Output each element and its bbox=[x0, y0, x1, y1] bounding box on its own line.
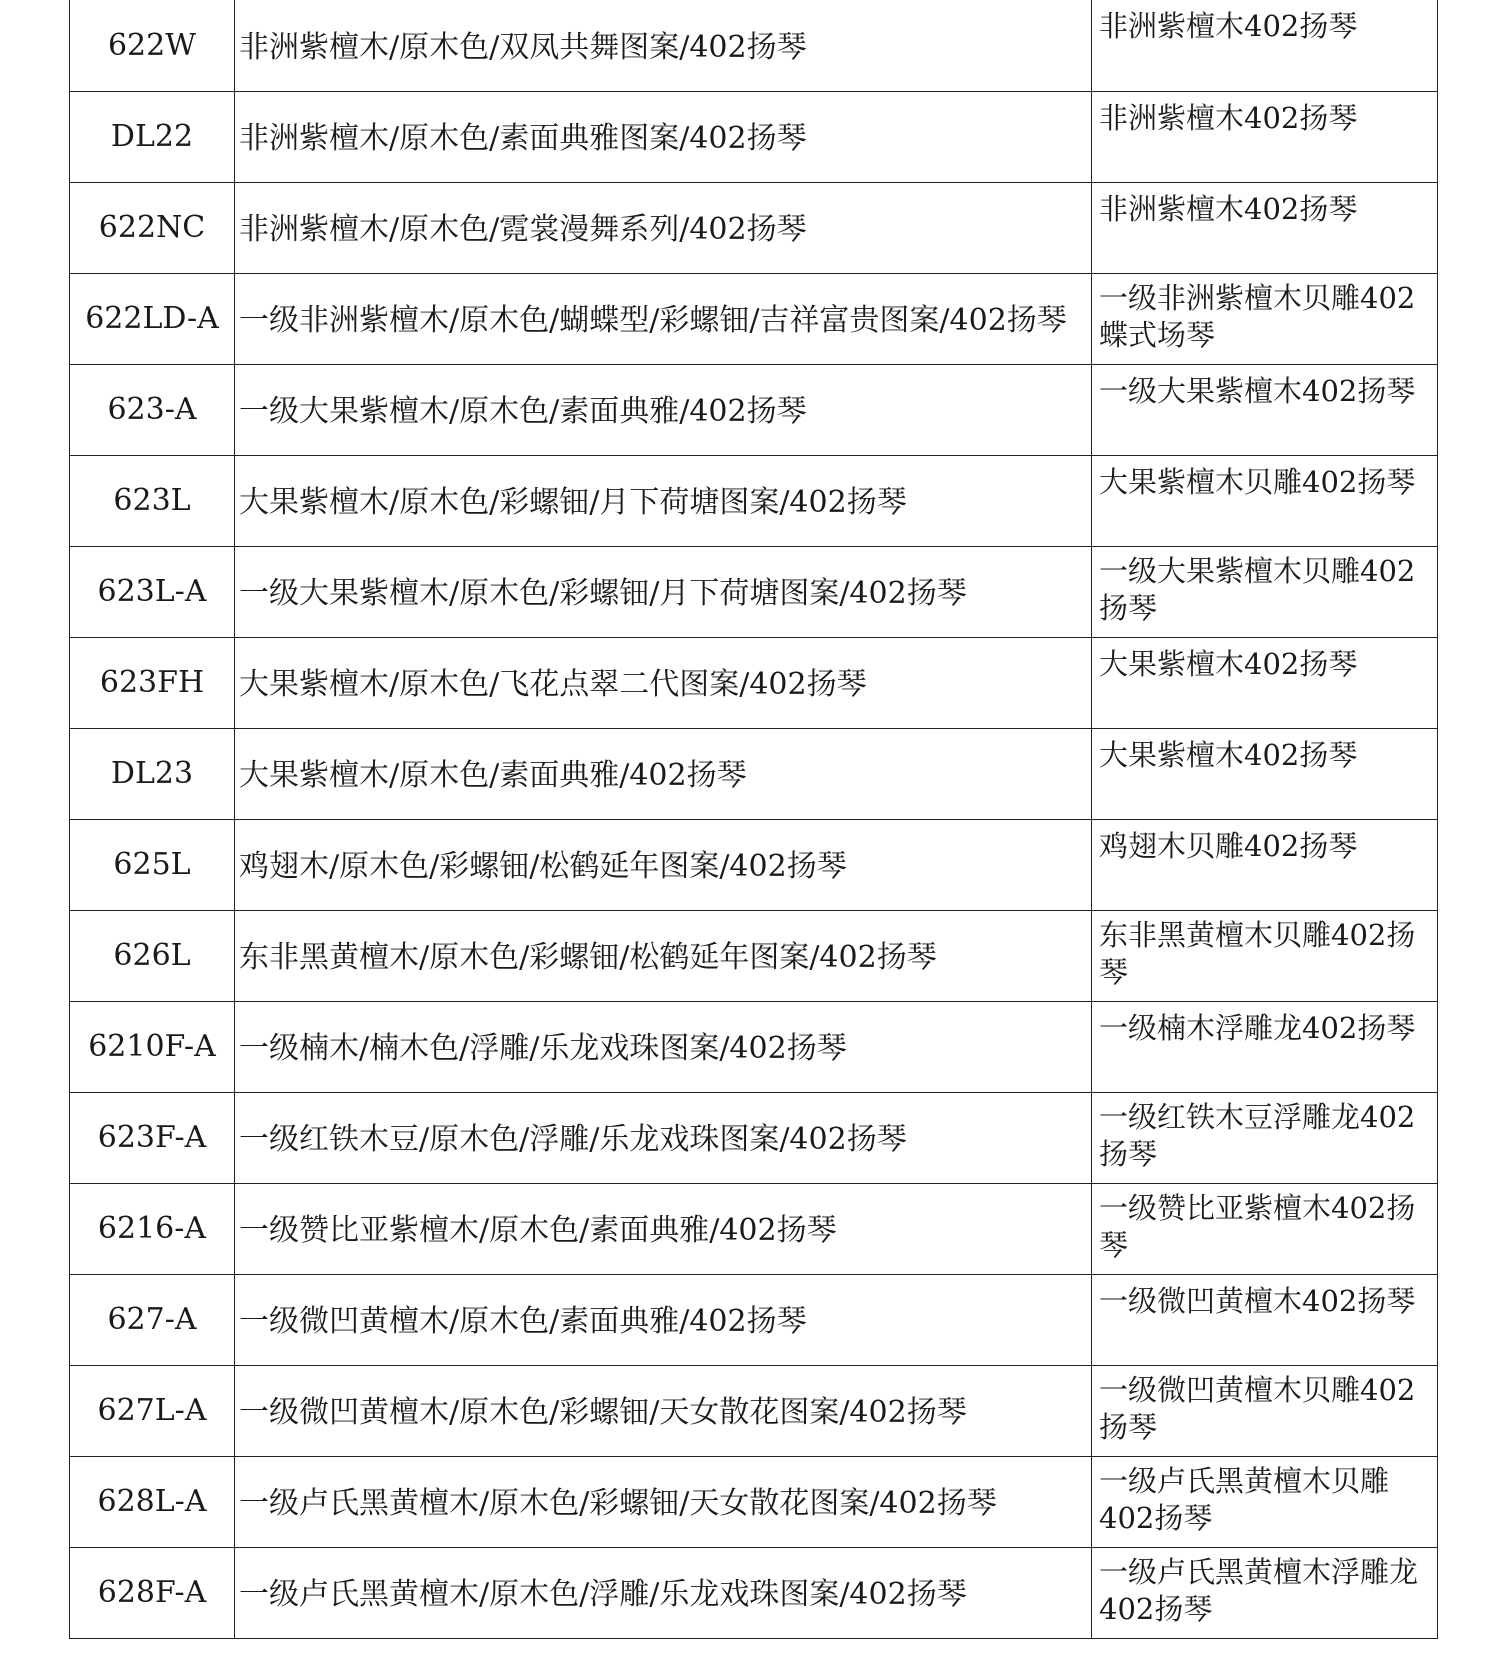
model-cell: 623-A bbox=[70, 364, 235, 455]
table-row bbox=[70, 819, 1438, 910]
table-row bbox=[70, 182, 1438, 273]
model-cell: 622LD-A bbox=[70, 273, 235, 364]
description-cell: 一级红铁木豆/原木色/浮雕/乐龙戏珠图案/402扬琴 bbox=[235, 1092, 1092, 1183]
product-name-cell: 大果紫檀木402扬琴 bbox=[1092, 728, 1438, 819]
model-cell: 626L bbox=[70, 910, 235, 1001]
description-cell: 非洲紫檀木/原木色/素面典雅图案/402扬琴 bbox=[235, 91, 1092, 182]
table-row bbox=[70, 1547, 1438, 1638]
model-cell: 622W bbox=[70, 0, 235, 91]
table-row bbox=[70, 1456, 1438, 1547]
description-cell: 一级非洲紫檀木/原木色/蝴蝶型/彩螺钿/吉祥富贵图案/402扬琴 bbox=[235, 273, 1092, 364]
model-cell: DL22 bbox=[70, 91, 235, 182]
product-name-cell: 大果紫檀木贝雕402扬琴 bbox=[1092, 455, 1438, 546]
description-cell: 一级赞比亚紫檀木/原木色/素面典雅/402扬琴 bbox=[235, 1183, 1092, 1274]
product-name-cell: 一级卢氏黑黄檀木贝雕402扬琴 bbox=[1092, 1456, 1438, 1547]
product-name-cell: 一级微凹黄檀木402扬琴 bbox=[1092, 1274, 1438, 1365]
model-cell: 628F-A bbox=[70, 1547, 235, 1638]
product-name-cell: 非洲紫檀木402扬琴 bbox=[1092, 0, 1438, 91]
model-cell: 623L-A bbox=[70, 546, 235, 637]
description-cell: 大果紫檀木/原木色/飞花点翠二代图案/402扬琴 bbox=[235, 637, 1092, 728]
description-cell: 一级卢氏黑黄檀木/原木色/彩螺钿/天女散花图案/402扬琴 bbox=[235, 1456, 1092, 1547]
product-name-cell: 一级大果紫檀木402扬琴 bbox=[1092, 364, 1438, 455]
model-cell: 622NC bbox=[70, 182, 235, 273]
product-name-cell: 东非黑黄檀木贝雕402扬琴 bbox=[1092, 910, 1438, 1001]
product-name-cell: 一级赞比亚紫檀木402扬琴 bbox=[1092, 1183, 1438, 1274]
description-cell: 一级微凹黄檀木/原木色/素面典雅/402扬琴 bbox=[235, 1274, 1092, 1365]
table-row bbox=[70, 637, 1438, 728]
product-sheet bbox=[69, 0, 1437, 1639]
model-cell: 6210F-A bbox=[70, 1001, 235, 1092]
table-row bbox=[70, 728, 1438, 819]
model-cell: 623F-A bbox=[70, 1092, 235, 1183]
model-cell: 628L-A bbox=[70, 1456, 235, 1547]
description-cell: 大果紫檀木/原木色/彩螺钿/月下荷塘图案/402扬琴 bbox=[235, 455, 1092, 546]
product-name-cell: 非洲紫檀木402扬琴 bbox=[1092, 182, 1438, 273]
model-cell: 623L bbox=[70, 455, 235, 546]
product-name-cell: 一级微凹黄檀木贝雕402扬琴 bbox=[1092, 1365, 1438, 1456]
product-table bbox=[69, 0, 1438, 1639]
model-cell: 623FH bbox=[70, 637, 235, 728]
table-body bbox=[70, 0, 1438, 1638]
table-row bbox=[70, 1001, 1438, 1092]
table-row bbox=[70, 1365, 1438, 1456]
table-row bbox=[70, 91, 1438, 182]
product-name-cell: 一级大果紫檀木贝雕402扬琴 bbox=[1092, 546, 1438, 637]
product-name-cell: 一级非洲紫檀木贝雕402蝶式场琴 bbox=[1092, 273, 1438, 364]
table-row bbox=[70, 546, 1438, 637]
model-cell: 6216-A bbox=[70, 1183, 235, 1274]
table-row bbox=[70, 455, 1438, 546]
product-name-cell: 非洲紫檀木402扬琴 bbox=[1092, 91, 1438, 182]
table-row bbox=[70, 364, 1438, 455]
description-cell: 大果紫檀木/原木色/素面典雅/402扬琴 bbox=[235, 728, 1092, 819]
table-row bbox=[70, 273, 1438, 364]
description-cell: 一级微凹黄檀木/原木色/彩螺钿/天女散花图案/402扬琴 bbox=[235, 1365, 1092, 1456]
product-name-cell: 一级卢氏黑黄檀木浮雕龙402扬琴 bbox=[1092, 1547, 1438, 1638]
description-cell: 一级卢氏黑黄檀木/原木色/浮雕/乐龙戏珠图案/402扬琴 bbox=[235, 1547, 1092, 1638]
description-cell: 非洲紫檀木/原木色/双凤共舞图案/402扬琴 bbox=[235, 0, 1092, 91]
table-row bbox=[70, 1092, 1438, 1183]
description-cell: 东非黑黄檀木/原木色/彩螺钿/松鹤延年图案/402扬琴 bbox=[235, 910, 1092, 1001]
table-row bbox=[70, 1183, 1438, 1274]
product-name-cell: 一级红铁木豆浮雕龙402扬琴 bbox=[1092, 1092, 1438, 1183]
model-cell: 627L-A bbox=[70, 1365, 235, 1456]
model-cell: 627-A bbox=[70, 1274, 235, 1365]
model-cell: DL23 bbox=[70, 728, 235, 819]
product-name-cell: 大果紫檀木402扬琴 bbox=[1092, 637, 1438, 728]
description-cell: 鸡翅木/原木色/彩螺钿/松鹤延年图案/402扬琴 bbox=[235, 819, 1092, 910]
product-name-cell: 鸡翅木贝雕402扬琴 bbox=[1092, 819, 1438, 910]
description-cell: 非洲紫檀木/原木色/霓裳漫舞系列/402扬琴 bbox=[235, 182, 1092, 273]
description-cell: 一级大果紫檀木/原木色/彩螺钿/月下荷塘图案/402扬琴 bbox=[235, 546, 1092, 637]
description-cell: 一级楠木/楠木色/浮雕/乐龙戏珠图案/402扬琴 bbox=[235, 1001, 1092, 1092]
table-row bbox=[70, 1274, 1438, 1365]
table-row bbox=[70, 910, 1438, 1001]
description-cell: 一级大果紫檀木/原木色/素面典雅/402扬琴 bbox=[235, 364, 1092, 455]
model-cell: 625L bbox=[70, 819, 235, 910]
table-row bbox=[70, 0, 1438, 91]
product-name-cell: 一级楠木浮雕龙402扬琴 bbox=[1092, 1001, 1438, 1092]
